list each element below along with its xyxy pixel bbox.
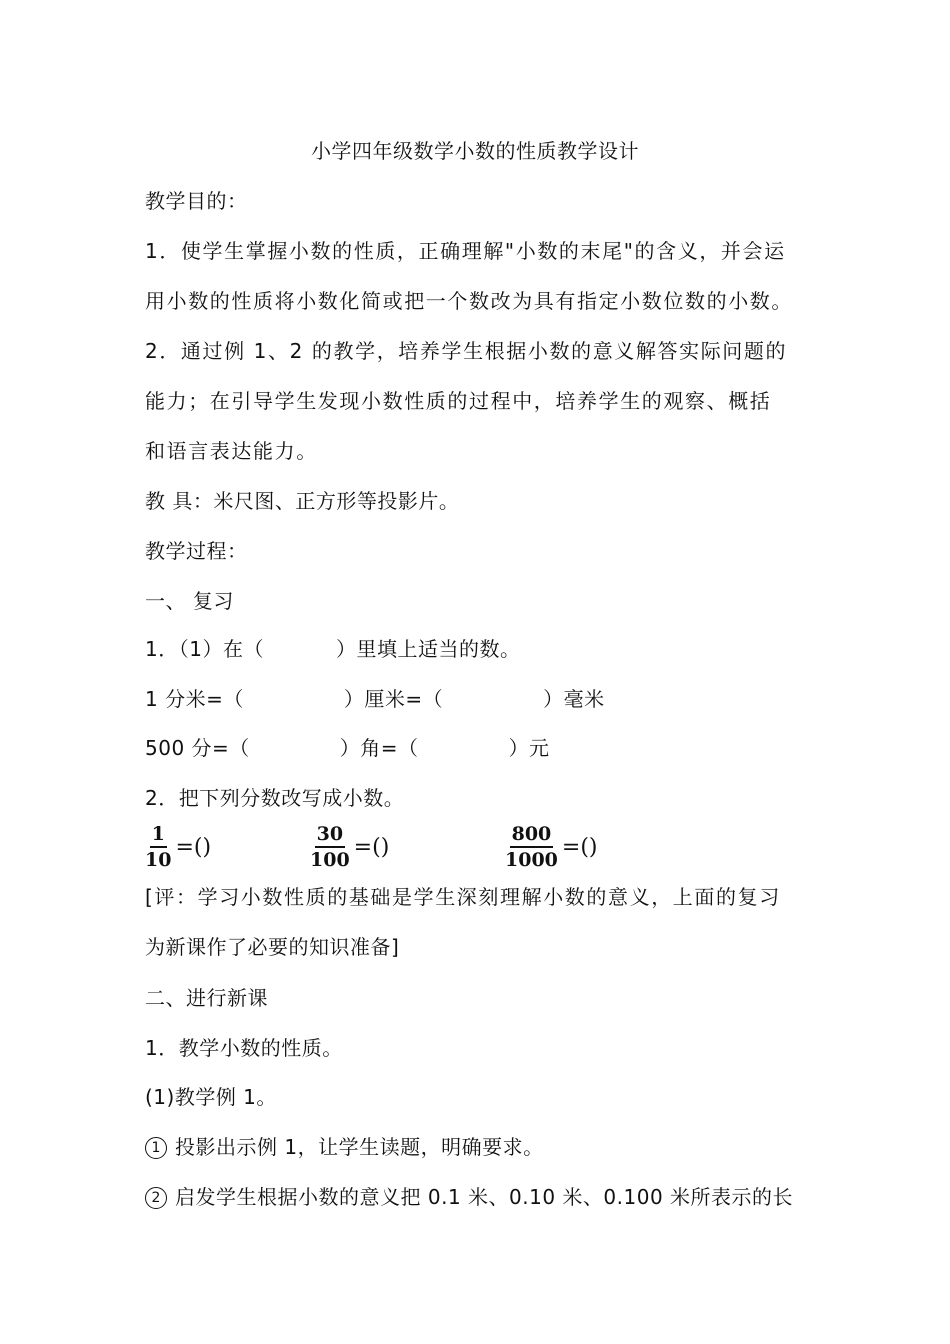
- fraction-row: [145, 822, 785, 872]
- conversion-length: [145, 684, 815, 714]
- goal-1-line-2: 用小数的性质将小数化简或把一个数改为具有指定小数位数的小数。: [145, 289, 793, 313]
- conversion-length-part-1: 1 分米=（: [145, 687, 244, 711]
- goal-2-line-2: 能力；在引导学生发现小数性质的过程中，培养学生的观察、概括: [145, 389, 772, 413]
- teaching-tools: 教 具：米尺图、正方形等投影片。: [145, 489, 460, 513]
- fraction-3-numerator: 800: [510, 824, 554, 848]
- fraction-3-equals-blank: =(): [561, 834, 598, 860]
- document-title: 小学四年级数学小数的性质教学设计: [311, 139, 639, 163]
- conversion-length-part-3: ）毫米: [543, 687, 605, 711]
- conversion-money-part-2: ）角=（: [339, 736, 419, 760]
- step-2-marker: 2: [145, 1187, 167, 1209]
- fraction-3: [505, 824, 558, 870]
- lesson-1-heading: 1．教学小数的性质。: [145, 1036, 343, 1060]
- fraction-item-2: [310, 822, 389, 872]
- review-question-1-start: 1．（1）在（: [145, 637, 264, 661]
- conversion-money-part-1: 500 分=（: [145, 736, 250, 760]
- comment-line-2: 为新课作了必要的知识准备]: [145, 935, 400, 959]
- review-heading: 一、 复习: [145, 589, 234, 613]
- fraction-item-1: [145, 822, 211, 872]
- goals-heading: 教学目的：: [145, 189, 248, 213]
- conversion-length-part-2: ）厘米=（: [343, 687, 444, 711]
- goal-2-line-1: 2．通过例 1、2 的教学，培养学生根据小数的意义解答实际问题的: [145, 339, 788, 363]
- conversion-money-part-3: ）元: [508, 736, 550, 760]
- fraction-1-denominator: 10: [145, 849, 172, 871]
- fraction-2-denominator: 100: [310, 849, 350, 871]
- review-question-1-end: ）里填上适当的数。: [335, 637, 521, 661]
- fraction-1: [145, 824, 171, 870]
- fraction-2: [310, 824, 350, 870]
- goal-2-line-3: 和语言表达能力。: [145, 439, 318, 463]
- fraction-item-3: [505, 822, 598, 872]
- process-heading: 教学过程：: [145, 539, 248, 563]
- example-1-heading: (1)教学例 1。: [145, 1085, 277, 1109]
- fraction-2-numerator: 30: [315, 824, 345, 848]
- goal-1-line-1: 1．使学生掌握小数的性质，正确理解"小数的末尾"的含义，并会运: [145, 239, 786, 263]
- step-1-marker: 1: [145, 1137, 167, 1159]
- fraction-2-equals-blank: =(): [353, 834, 390, 860]
- conversion-money: [145, 733, 815, 763]
- fraction-1-numerator: 1: [150, 824, 167, 848]
- step-1-text: 投影出示例 1，让学生读题，明确要求。: [175, 1135, 544, 1159]
- fraction-1-equals-blank: =(): [175, 834, 212, 860]
- comment-line-1: [评：学习小数性质的基础是学生深刻理解小数的意义，上面的复习: [145, 885, 781, 909]
- review-question-2: 2．把下列分数改写成小数。: [145, 786, 405, 810]
- review-question-1: [145, 634, 815, 664]
- fraction-3-denominator: 1000: [505, 849, 558, 871]
- step-2: [145, 1182, 815, 1212]
- new-lesson-heading: 二、进行新课: [145, 986, 268, 1010]
- step-2-text: 启发学生根据小数的意义把 0.1 米、0.10 米、0.100 米所表示的长: [175, 1185, 794, 1209]
- step-1: [145, 1132, 815, 1162]
